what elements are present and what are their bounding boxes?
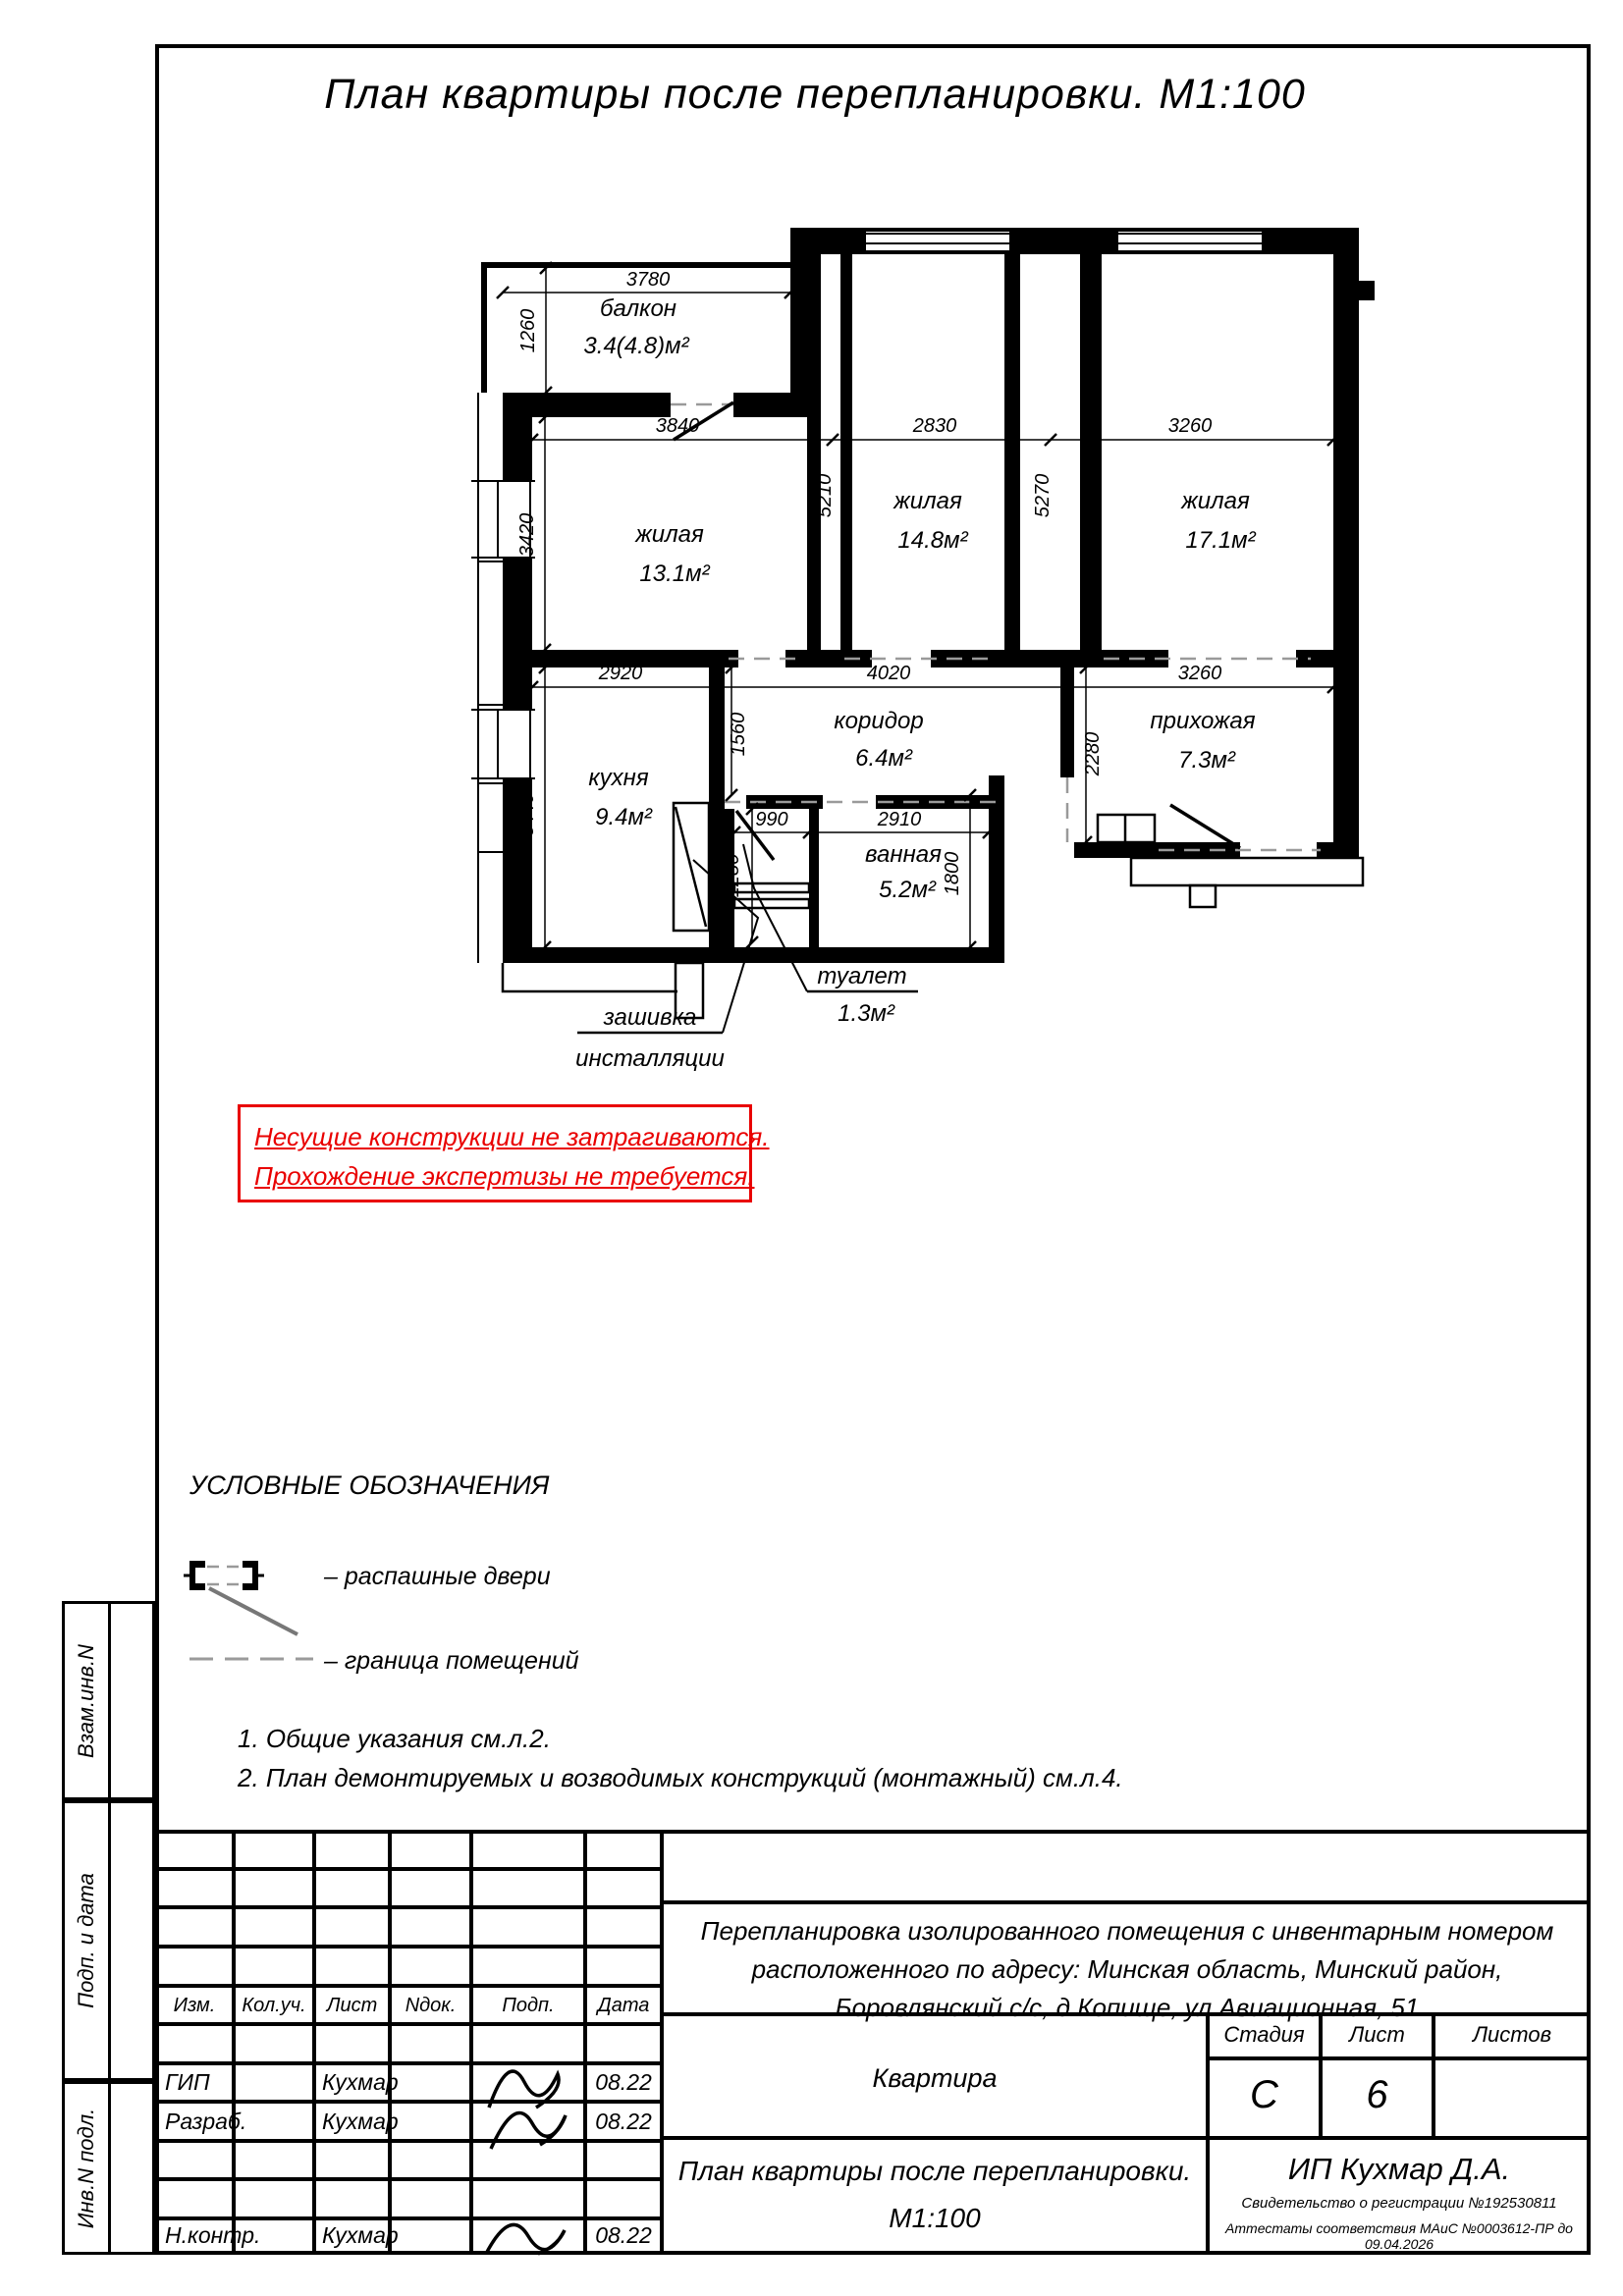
stage-label: Стадия [1223, 2022, 1305, 2047]
room-kitchen-name: кухня [588, 765, 649, 791]
object-name: Квартира [872, 2063, 998, 2093]
dim-balcony-h: 1260 [517, 308, 539, 353]
room-living1-area: 13.1м² [639, 561, 710, 587]
room-living1-name: жилая [635, 521, 704, 548]
note-1: 1. Общие указания см.л.2. [238, 1724, 551, 1753]
legend-item-boundary: – граница помещений [324, 1647, 579, 1675]
dim-living1-w: 3840 [655, 415, 700, 437]
stage-value: С [1250, 2073, 1278, 2116]
duct-label-line2: инсталляции [575, 1045, 725, 1072]
dim-hall-h: 2280 [1082, 731, 1104, 776]
room-hall-area: 7.3м² [1178, 747, 1235, 774]
door-leaf-icons [674, 402, 1240, 860]
company-cert-2: Аттестаты соответствия МАиС №0003612-ПР до 09.04.2026 [1225, 2220, 1573, 2252]
signature-icon [471, 2207, 585, 2266]
doc-title: План квартиры после перепланировки. [677, 2156, 1192, 2186]
row-razrab-date: 08.22 [595, 2109, 652, 2134]
room-balcony-area: 3.4(4.8)м² [583, 333, 689, 359]
col-podp: Подп. [502, 1995, 555, 2016]
warning-line-1: Несущие конструкции не затрагиваются. [254, 1122, 770, 1151]
dim-kitchen-h: 3440 [516, 792, 538, 837]
company-cert-1: Свидетельство о регистрации №192530811 [1241, 2195, 1557, 2212]
dim-balcony-w: 3780 [625, 269, 671, 291]
sidebar-label-podp: Подп. и дата [74, 1873, 98, 2008]
room-living2-name: жилая [893, 488, 962, 514]
note-2: 2. План демонтируемых и возводимых конструкций (монтажный) см.л.4. [238, 1763, 1123, 1792]
sidebar-label-vzam: Взам.инв.N [74, 1643, 98, 1758]
sidebar-cell-inv [62, 2081, 155, 2255]
dim-corridor-h: 1560 [728, 712, 749, 757]
row-gip-role: ГИП [165, 2069, 210, 2095]
dim-kitchen-w: 2920 [598, 663, 643, 684]
row-nkontr-date: 08.22 [595, 2222, 652, 2248]
row-nkontr-name: Кухмар [322, 2222, 399, 2248]
row-razrab-name: Кухмар [322, 2109, 399, 2134]
room-living3-area: 17.1м² [1185, 527, 1256, 554]
signature-icon [471, 2047, 585, 2160]
room-toilet-area: 1.3м² [838, 1000, 894, 1027]
sidebar-cell-podp [62, 1800, 155, 2081]
plan-details [503, 803, 1363, 1018]
dim-toilet-h: 1280 [722, 853, 743, 898]
duct-label-line1: зашивка [603, 1004, 697, 1031]
sidebar-divider [108, 1803, 111, 2078]
row-razrab-role: Разраб. [165, 2109, 247, 2134]
col-izm: Изм. [173, 1995, 216, 2016]
sidebar-divider [108, 2084, 111, 2252]
dim-living1-h: 3420 [516, 512, 538, 558]
sheet-number: 6 [1366, 2073, 1388, 2116]
sheet-label: Лист [1349, 2022, 1405, 2047]
legend-item-doors: – распашные двери [324, 1563, 551, 1590]
sheets-label: Листов [1472, 2022, 1552, 2047]
page-title: План квартиры после перепланировки. М1:100 [324, 71, 1306, 118]
dim-hall-w: 3260 [1177, 663, 1222, 684]
dim-bath-h: 1800 [942, 851, 963, 896]
col-ndok: Nдок. [405, 1995, 457, 2016]
dim-living2-h: 5210 [814, 473, 836, 518]
company-name: ИП Кухмар Д.А. [1287, 2152, 1511, 2186]
dim-bath-w: 2910 [877, 809, 922, 830]
dim-living2-w: 2830 [912, 415, 957, 437]
room-balcony-name: балкон [600, 295, 676, 322]
project-description: Перепланировка изолированного помещения с инвентарным номером расположенного по адресу: Минская область, Минский район, Боровлянский с/с, д.Копище, ул.Авиационная, 51 [700, 1916, 1554, 2022]
legend-title: УСЛОВНЫЕ ОБОЗНАЧЕНИЯ [189, 1470, 550, 1500]
room-corridor-area: 6.4м² [855, 745, 912, 772]
col-data: Дата [597, 1995, 650, 2016]
room-living3-name: жилая [1181, 488, 1250, 514]
room-hall-name: прихожая [1150, 708, 1256, 734]
room-bath-area: 5.2м² [879, 877, 936, 903]
dim-living3-w: 3260 [1167, 415, 1213, 437]
dim-corridor-w: 4020 [866, 663, 911, 684]
row-gip-name: Кухмар [322, 2069, 399, 2095]
row-gip-date: 08.22 [595, 2069, 652, 2095]
sidebar-divider [108, 1604, 111, 1797]
boundary-line-icon [189, 1649, 317, 1669]
sidebar-cell-vzam [62, 1601, 155, 1800]
room-kitchen-area: 9.4м² [595, 804, 652, 830]
dim-toilet-w: 990 [755, 809, 788, 830]
doc-scale: М1:100 [889, 2203, 981, 2233]
warning-line-2: Прохождение экспертизы не требуется. [254, 1161, 755, 1191]
floor-plan [393, 201, 1394, 1193]
room-toilet-name: туалет [817, 963, 907, 989]
room-living2-area: 14.8м² [897, 527, 968, 554]
dim-living3-h: 5270 [1032, 473, 1054, 518]
sidebar-label-inv: Инв.N подл. [74, 2108, 98, 2228]
col-koluch: Кол.уч. [242, 1995, 306, 2016]
room-corridor-name: коридор [834, 708, 924, 734]
col-list: Лист [326, 1995, 378, 2016]
row-nkontr-role: Н.контр. [165, 2222, 261, 2248]
warning-box [238, 1104, 770, 1202]
room-bath-name: ванная [865, 841, 942, 868]
